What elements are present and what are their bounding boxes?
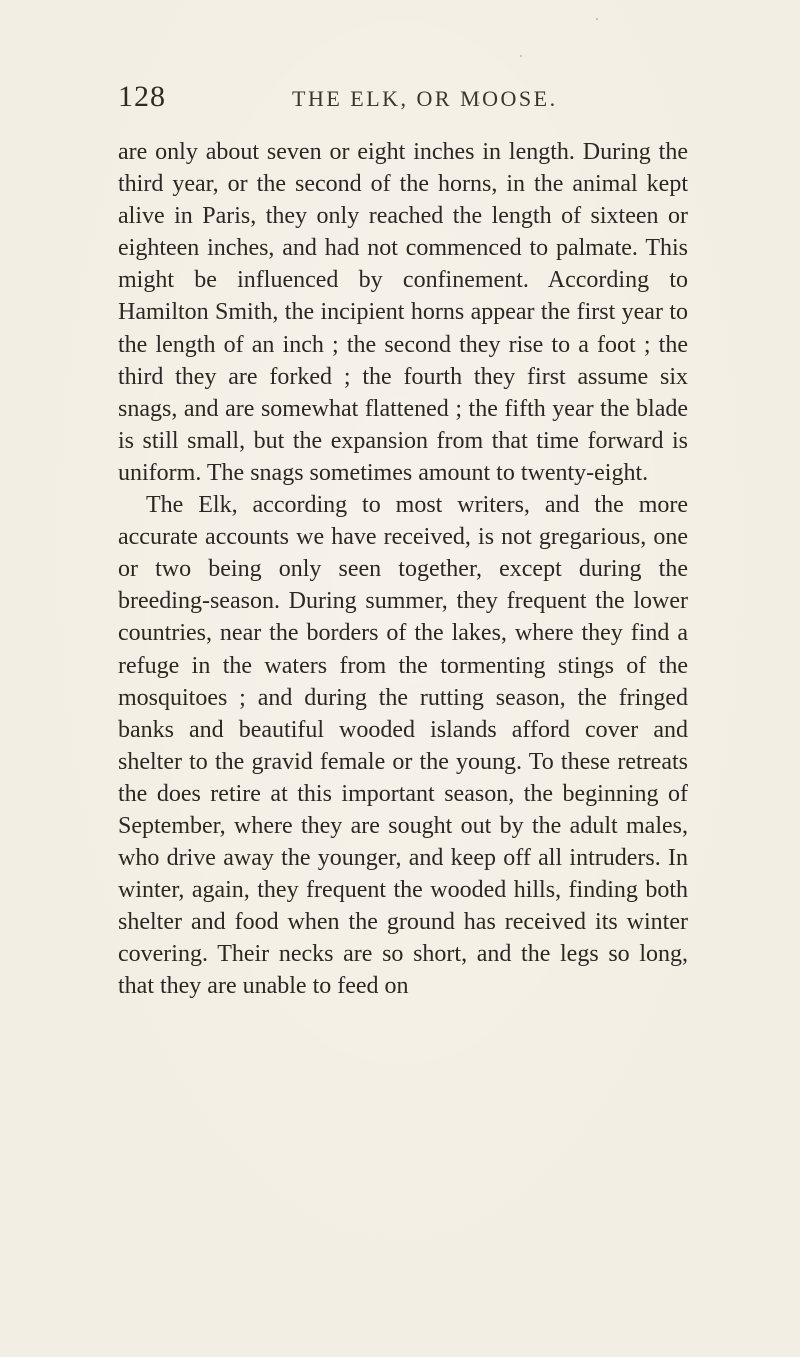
paper-speck [520, 55, 522, 57]
body-text [118, 136, 688, 1003]
paragraph: are only about seven or eight inches in length. During the third year, or the second of the horns, in the animal kept alive in Paris, they only reached the length of sixteen or eighteen inches, and had not commenced to palmate. This might be influenced by confinement. According to Hamilton Smith, the incipient horns appear the first year to the length of an inch ; the second they rise to a foot ; the third they are forked ; the fourth they first assume six snags, and are somewhat flattened ; the fifth year the blade is still small, but the expansion from that time forward is uniform. The snags sometimes amount to twenty-eight. [118, 139, 688, 486]
page-number: 128 [118, 80, 166, 113]
paragraph: The Elk, according to most writers, and the more accurate accounts we have received, is not gregarious, one or two being only seen together, except during the breeding-season. During summer, they frequent the lower countries, near the borders of the lakes, where they find a refuge in the waters from the tormenting stings of the mosquitoes ; and during the rutting season, the fringed banks and beautiful wooded islands afford cover and shelter to the gravid female or the young. To these retreats the does retire at this important season, the beginning of September, where they are sought out by the adult males, who drive away the younger, and keep off all intruders. In winter, again, they frequent the wooded hills, finding both shelter and food when the ground has received its winter covering. Their necks are so short, and the legs so long, that they are unable to feed on [118, 492, 688, 1000]
running-head: THE ELK, OR MOOSE. [292, 86, 558, 111]
paper-speck [596, 18, 598, 20]
page-header [118, 80, 688, 120]
